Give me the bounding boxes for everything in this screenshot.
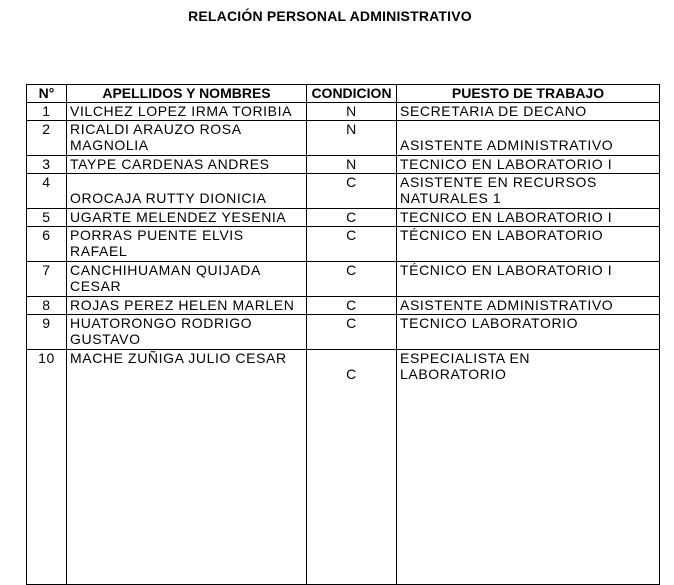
row-name: VILCHEZ LOPEZ IRMA TORIBIA (67, 103, 307, 121)
table-row (27, 350, 660, 585)
table-row (27, 315, 660, 350)
row-num: 4 (27, 174, 67, 209)
row-name: MACHE ZUÑIGA JULIO CESAR (67, 350, 307, 585)
row-name: HUATORONGO RODRIGO GUSTAVO (67, 315, 307, 350)
row-position: TECNICO EN LABORATORIO I (397, 209, 660, 227)
row-condition: C (307, 227, 397, 262)
row-name: UGARTE MELENDEZ YESENIA (67, 209, 307, 227)
row-num: 8 (27, 297, 67, 315)
row-num: 2 (27, 121, 67, 156)
row-position: ESPECIALISTA EN LABORATORIO (397, 350, 660, 585)
table-row (27, 103, 660, 121)
table-row (27, 297, 660, 315)
table-row (27, 121, 660, 156)
row-position: TÉCNICO EN LABORATORIO (397, 227, 660, 262)
row-num: 6 (27, 227, 67, 262)
row-position: ASISTENTE EN RECURSOS NATURALES 1 (397, 174, 660, 209)
table-row (27, 262, 660, 297)
row-name: PORRAS PUENTE ELVIS RAFAEL (67, 227, 307, 262)
row-condition: C (307, 262, 397, 297)
row-num: 10 (27, 350, 67, 585)
staff-table (26, 84, 660, 585)
row-position: SECRETARIA DE DECANO (397, 103, 660, 121)
row-position: TECNICO EN LABORATORIO I (397, 156, 660, 174)
row-num: 1 (27, 103, 67, 121)
table-row (27, 174, 660, 209)
row-num: 3 (27, 156, 67, 174)
header-num: N° (27, 85, 67, 103)
row-condition: C (307, 297, 397, 315)
row-name: ROJAS PEREZ HELEN MARLEN (67, 297, 307, 315)
table-row (27, 209, 660, 227)
row-condition: C (307, 350, 397, 585)
table-row (27, 227, 660, 262)
document-title: RELACIÓN PERSONAL ADMINISTRATIVO (188, 8, 472, 24)
row-condition: N (307, 121, 397, 156)
row-condition: C (307, 209, 397, 227)
row-num: 9 (27, 315, 67, 350)
row-position: TÉCNICO EN LABORATORIO I (397, 262, 660, 297)
row-condition: N (307, 103, 397, 121)
row-num: 7 (27, 262, 67, 297)
header-position: PUESTO DE TRABAJO (397, 85, 660, 103)
row-name: CANCHIHUAMAN QUIJADA CESAR (67, 262, 307, 297)
row-condition: C (307, 315, 397, 350)
row-num: 5 (27, 209, 67, 227)
header-name: APELLIDOS Y NOMBRES (67, 85, 307, 103)
row-position: ASISTENTE ADMINISTRATIVO (397, 121, 660, 156)
row-position: TECNICO LABORATORIO (397, 315, 660, 350)
table-row (27, 156, 660, 174)
row-name: TAYPE CARDENAS ANDRES (67, 156, 307, 174)
row-condition: C (307, 174, 397, 209)
table-header-row (27, 85, 660, 103)
row-name: RICALDI ARAUZO ROSA MAGNOLIA (67, 121, 307, 156)
row-position: ASISTENTE ADMINISTRATIVO (397, 297, 660, 315)
row-condition: N (307, 156, 397, 174)
header-condition: CONDICION (307, 85, 397, 103)
row-name: OROCAJA RUTTY DIONICIA (67, 174, 307, 209)
